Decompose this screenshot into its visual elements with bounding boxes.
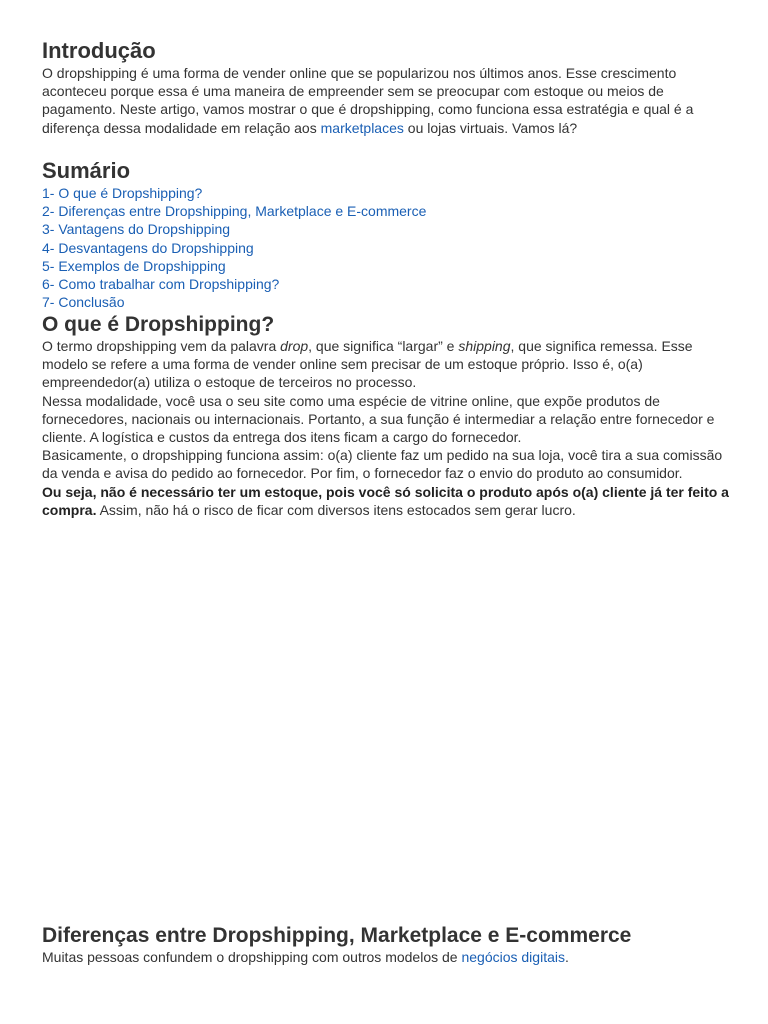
summary-item [42, 239, 426, 257]
text-span: O termo dropshipping vem da palavra [42, 338, 281, 354]
marketplaces-link[interactable]: marketplaces [320, 119, 404, 136]
what-is-paragraph-2: Nessa modalidade, você usa o seu site como uma espécie de vitrine online, que expõe produtos de fornecedores, nacionais ou internacionais. Portanto, a sua função é intermediar a relação entre fornecedor e cliente. A logística e custos da entrega dos itens ficam a cargo do fornecedor. [42, 392, 715, 446]
differences-paragraph [42, 948, 734, 966]
digital-business-link[interactable]: negócios digitais [461, 949, 565, 965]
summary-item [42, 202, 426, 220]
what-is-paragraph-1 [42, 337, 734, 392]
text-span: , que significa “largar” e [308, 338, 459, 354]
summary-list [42, 184, 426, 311]
summary-item [42, 257, 426, 275]
summary-item [42, 293, 426, 311]
what-is-paragraph-3: Basicamente, o dropshipping funciona assim: o(a) cliente faz um pedido na sua loja, você tira a sua comissão da venda e avisa do pedido ao fornecedor. Por fim, o fornecedor faz o envio do produto ao consumidor. [42, 447, 723, 482]
drop-term: drop [280, 338, 309, 354]
text-span: Assim, não há o risco de ficar com diversos itens estocados sem gerar lucro. [96, 501, 576, 518]
intro-text-1: O dropshipping é uma forma de vender online que se popularizou nos últimos anos. Esse crescimento aconteceu porque essa é uma maneira de empreender sem se preocupar com estoque ou meios de pagamento. Neste artigo, vamos mostrar o que é dropshipping, como funciona essa estratégia e qual é a diferença dessa modalidade em relação aos [42, 65, 694, 136]
summary-item [42, 184, 426, 202]
summary-item [42, 220, 426, 238]
summary-link-1[interactable]: 1- O que é Dropshipping? [42, 185, 203, 201]
intro-paragraph [42, 64, 734, 137]
summary-link-6[interactable]: 6- Como trabalhar com Dropshipping? [42, 276, 280, 293]
bold-emphasis: Ou seja, não é necessário ter um estoque, pois você só solicita o produto após o(a) cliente já ter feito a compra. [42, 483, 729, 518]
summary-link-5[interactable]: 5- Exemplos de Dropshipping [42, 257, 226, 274]
what-is-heading: O que é Dropshipping? [42, 313, 275, 336]
summary-link-7[interactable]: 7- Conclusão [42, 294, 125, 311]
differences-text-1: Muitas pessoas confundem o dropshipping com outros modelos de [42, 949, 462, 965]
summary-link-3[interactable]: 3- Vantagens do Dropshipping [42, 221, 231, 238]
summary-heading: Sumário [42, 158, 131, 183]
what-is-section [42, 337, 734, 519]
what-is-paragraph-4 [42, 483, 734, 519]
summary-link-2[interactable]: 2- Diferenças entre Dropshipping, Marketplace e E-commerce [42, 203, 427, 220]
text-span: , que significa remessa. Esse modelo se refere a uma forma de vender online sem precisar de um estoque próprio. Isso é, o(a) empreendedor(a) utiliza o estoque de terceiros no processo. [42, 338, 693, 391]
differences-heading: Diferenças entre Dropshipping, Marketplace e E-commerce [42, 924, 632, 947]
summary-item [42, 275, 426, 293]
summary-link-4[interactable]: 4- Desvantagens do Dropshipping [42, 239, 254, 256]
differences-text-2: . [564, 949, 569, 965]
intro-heading: Introdução [42, 38, 156, 63]
shipping-term: shipping [458, 338, 511, 354]
intro-text-2: ou lojas virtuais. Vamos lá? [403, 119, 578, 136]
